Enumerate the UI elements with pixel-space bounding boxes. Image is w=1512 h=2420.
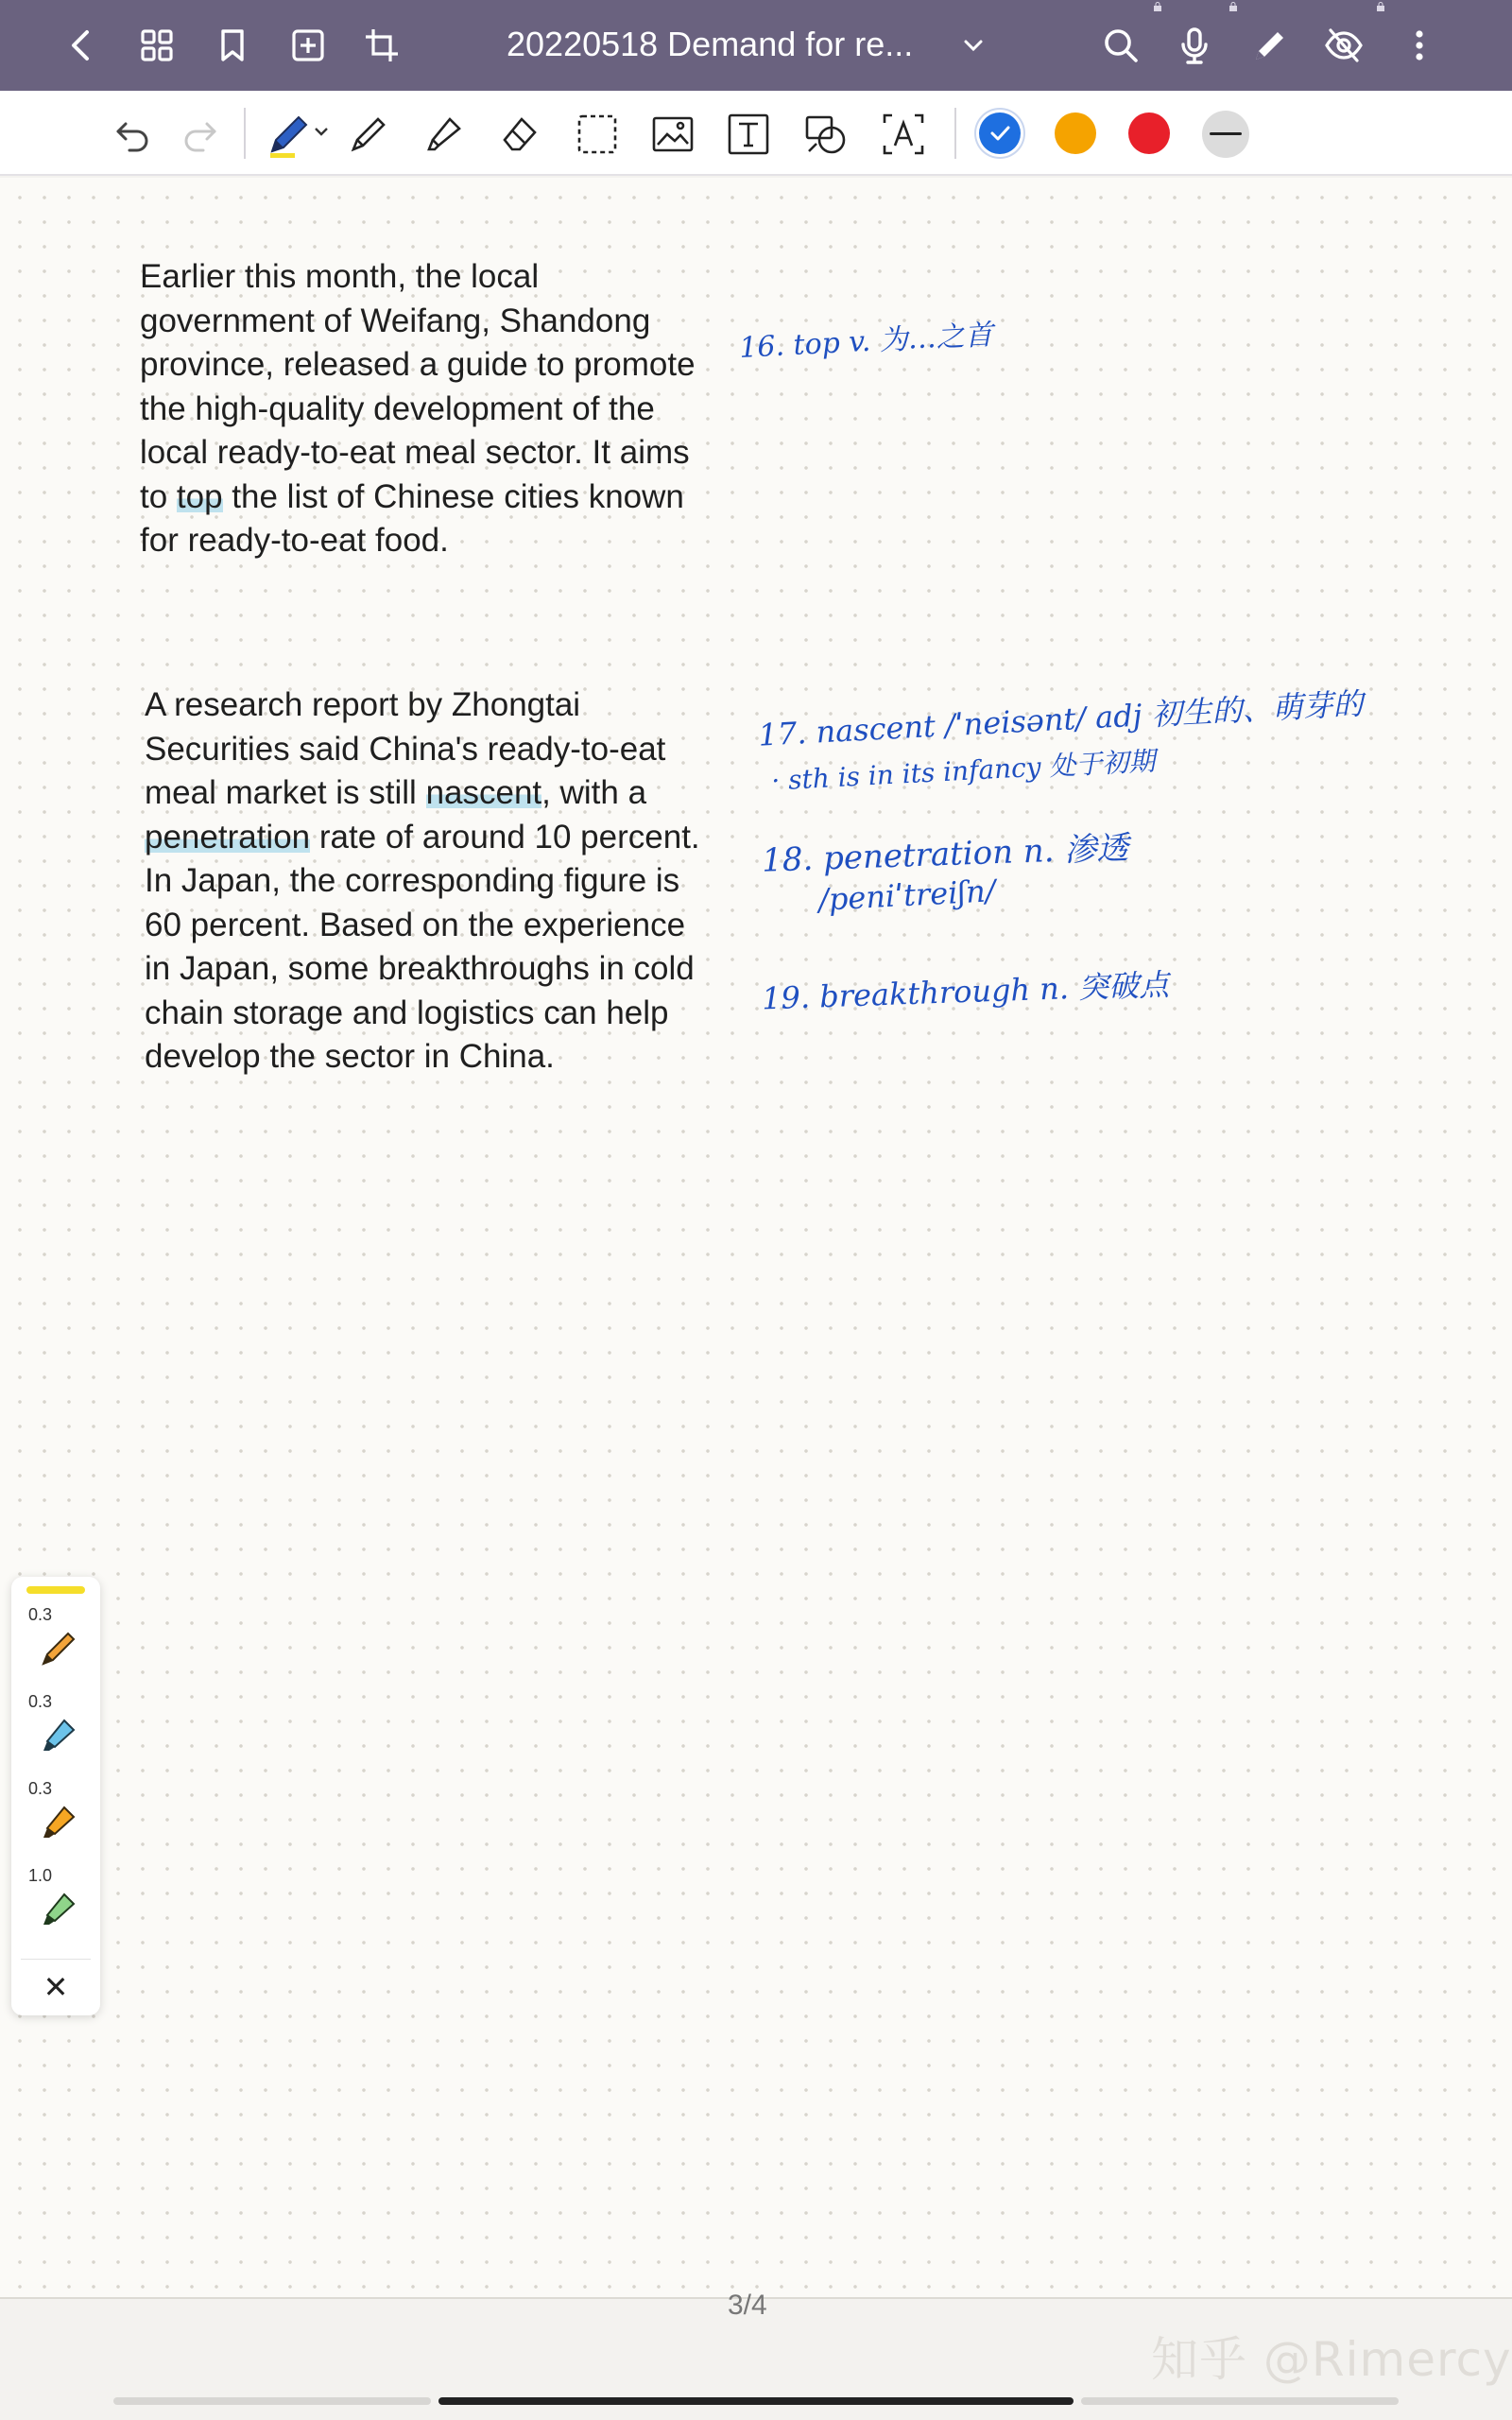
hide-icon[interactable] xyxy=(1321,23,1366,68)
grid-icon[interactable] xyxy=(134,23,180,68)
paragraph-2 xyxy=(145,683,700,1080)
lock-indicator-icon xyxy=(1153,2,1162,11)
page-indicator: 3/4 xyxy=(728,2290,767,2321)
highlighter-icon xyxy=(38,1713,81,1756)
image-icon[interactable] xyxy=(646,108,699,161)
bookmark-icon[interactable] xyxy=(210,23,255,68)
redo-icon[interactable] xyxy=(174,108,227,161)
top-app-bar xyxy=(0,0,1512,91)
handwritten-note-17-sub: · sth is in its infancy 处于初期 xyxy=(770,745,1157,797)
dropdown-icon[interactable] xyxy=(951,23,996,68)
pen-size-label: 0.3 xyxy=(28,1605,53,1624)
pen-favorites-palette xyxy=(11,1577,100,2015)
favorite-pen-2[interactable] xyxy=(19,1692,94,1777)
pen-icon xyxy=(38,1626,81,1669)
highlight-nascent: nascent xyxy=(425,774,542,811)
paragraph-2-text: rate of around 10 percent. In Japan, the corresponding figure is 60 percent. Based on the experience in Japan, some breakthroughs in cold chain storage and logistics can help develop the sector in China. xyxy=(145,818,700,1075)
page-scroll-track xyxy=(1081,2397,1399,2405)
pen-size-label: 0.3 xyxy=(28,1692,53,1711)
document-title[interactable]: 20220518 Demand for re... xyxy=(507,25,914,63)
highlight-penetration: penetration xyxy=(145,818,311,856)
favorite-pen-3[interactable] xyxy=(19,1779,94,1864)
handwritten-note-18-phonetic: /peniˈtreiʃn/ xyxy=(817,873,997,918)
lock-indicator-icon xyxy=(1228,2,1238,11)
paragraph-1-text: the list of Chinese cities known for ready-to-eat food. xyxy=(140,477,684,559)
pen-size-label: 1.0 xyxy=(28,1866,53,1885)
favorite-pen-1[interactable] xyxy=(19,1605,94,1690)
paragraph-1 xyxy=(140,255,697,563)
close-palette-button[interactable]: ✕ xyxy=(43,1970,69,2004)
highlighter-icon[interactable] xyxy=(418,108,471,161)
back-icon[interactable] xyxy=(59,23,104,68)
palette-color-bar xyxy=(26,1586,85,1594)
paragraph-1-text: Earlier this month, the local government of Weifang, Shandong province, released a guide to promote the high-quality development of the local ready-to-eat meal sector. It aims to xyxy=(140,258,696,515)
text-recognition-icon[interactable] xyxy=(877,108,930,161)
paragraph-2-text: , with a xyxy=(541,774,647,811)
color-swatch-blue[interactable] xyxy=(979,112,1021,154)
add-page-icon[interactable] xyxy=(285,23,331,68)
undo-icon[interactable] xyxy=(106,108,159,161)
pen-icon[interactable] xyxy=(1247,23,1293,68)
paragraph-2-text: A research report by Zhongtai Securities said China's ready-to-eat meal market is still xyxy=(145,686,666,811)
checkmark-icon xyxy=(979,112,1021,154)
eraser-icon[interactable] xyxy=(493,108,546,161)
color-swatch-red[interactable] xyxy=(1128,112,1170,154)
watermark: 知乎 @Rimercy xyxy=(1151,2332,1512,2387)
highlighter-icon xyxy=(38,1887,81,1930)
lasso-select-icon[interactable] xyxy=(571,108,624,161)
handwritten-note-19: 19. breakthrough n. 突破点 xyxy=(761,966,1170,1017)
crop-icon[interactable] xyxy=(359,23,404,68)
page-scroll-track xyxy=(113,2397,431,2405)
lock-indicator-icon xyxy=(1376,2,1385,11)
highlight-top: top xyxy=(176,477,223,515)
stroke-thin-option[interactable] xyxy=(1202,111,1249,158)
highlighter-icon xyxy=(38,1800,81,1843)
ballpoint-pen-icon[interactable] xyxy=(342,108,395,161)
drawing-toolbar xyxy=(0,91,1512,176)
shapes-icon[interactable] xyxy=(799,108,852,161)
more-icon[interactable] xyxy=(1397,23,1442,68)
notebook-page[interactable] xyxy=(0,178,1512,2299)
search-icon[interactable] xyxy=(1098,23,1143,68)
color-swatch-orange[interactable] xyxy=(1055,112,1096,154)
handwritten-note-18: 18. penetration n. 渗透 xyxy=(761,829,1129,880)
page-scroll-thumb[interactable] xyxy=(438,2397,1074,2405)
favorite-pen-4[interactable] xyxy=(19,1866,94,1951)
fountain-pen-icon[interactable] xyxy=(265,108,336,161)
microphone-icon[interactable] xyxy=(1172,23,1217,68)
pen-size-label: 0.3 xyxy=(28,1779,53,1798)
handwritten-note-17: 17. nascent /ˈneisənt/ adj 初生的、萌芽的 xyxy=(757,685,1365,753)
textbox-icon[interactable] xyxy=(722,108,775,161)
handwritten-note-16: 16. top v. 为…之首 xyxy=(738,318,994,365)
